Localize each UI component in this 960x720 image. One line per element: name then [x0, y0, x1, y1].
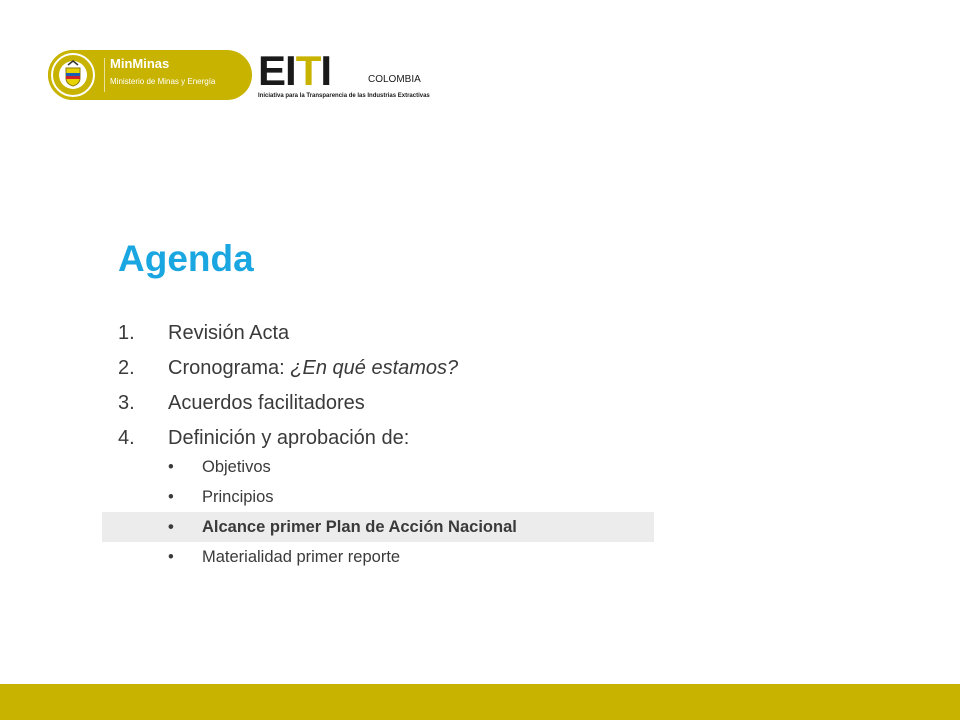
agenda-item — [118, 388, 458, 423]
footer-bar — [0, 684, 960, 720]
bullet-icon: • — [168, 548, 174, 566]
subitem — [102, 452, 654, 482]
agenda-item — [118, 318, 458, 353]
eiti-country: COLOMBIA — [368, 74, 421, 85]
agenda-item-number: 2. — [118, 357, 135, 379]
agenda-item-text: Definición y aprobación de: — [168, 427, 410, 449]
subitem — [102, 482, 654, 512]
agenda-item-italic: ¿En qué estamos? — [290, 357, 459, 379]
colombia-seal-icon — [48, 50, 98, 100]
agenda-item-number: 1. — [118, 322, 135, 344]
eiti-logo — [258, 48, 428, 106]
slide-title: Agenda — [118, 238, 254, 279]
eiti-wordmark — [258, 48, 331, 94]
agenda-item-text: Cronograma: — [168, 357, 291, 379]
agenda-item-number: 4. — [118, 427, 135, 449]
subitem — [102, 542, 654, 572]
eiti-tagline: Iniciativa para la Transparencia de las Industrias Extractivas — [258, 93, 430, 99]
eiti-wordmark-part1: EI — [258, 47, 296, 94]
subitem-highlighted — [102, 512, 654, 542]
bullet-icon: • — [168, 488, 174, 506]
agenda-item-number: 3. — [118, 392, 135, 414]
bullet-icon: • — [168, 458, 174, 476]
subitem-text: Principios — [202, 488, 274, 506]
subitem-text: Objetivos — [202, 458, 271, 476]
minminas-subtitle: Ministerio de Minas y Energía — [110, 77, 216, 86]
agenda-item — [118, 353, 458, 388]
subitem-text: Alcance primer Plan de Acción Nacional — [202, 518, 517, 536]
eiti-wordmark-part3: I — [320, 47, 332, 94]
eiti-wordmark-part2: T — [295, 47, 321, 94]
bullet-icon: • — [168, 518, 174, 536]
agenda-list — [118, 318, 458, 458]
agenda-item-text: Acuerdos facilitadores — [168, 392, 365, 414]
subitem-list — [102, 452, 654, 572]
subitem-text: Materialidad primer reporte — [202, 548, 401, 566]
logo-divider — [104, 58, 105, 92]
minminas-logo — [48, 50, 252, 100]
agenda-item-text: Revisión Acta — [168, 322, 290, 344]
minminas-name: MinMinas — [110, 56, 170, 71]
